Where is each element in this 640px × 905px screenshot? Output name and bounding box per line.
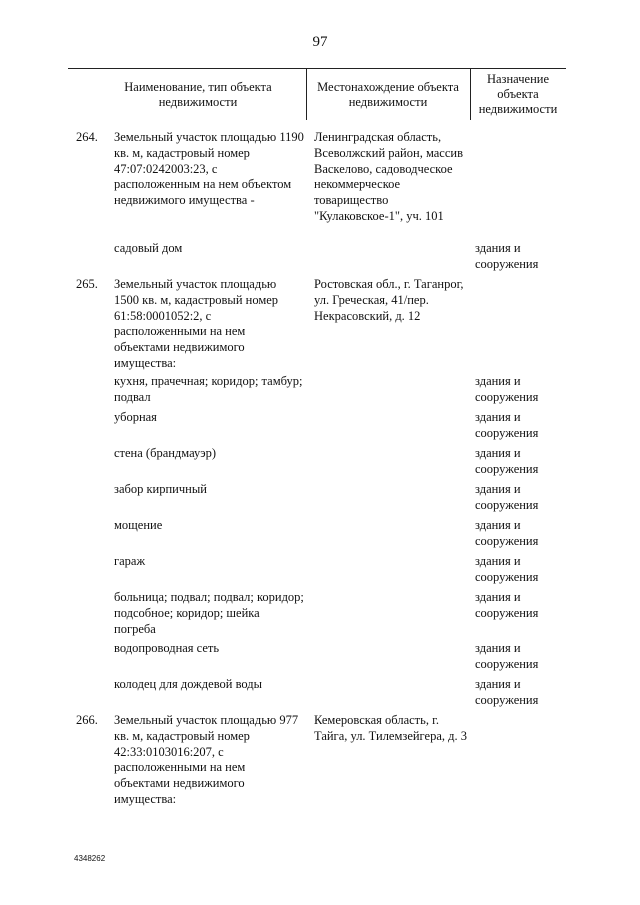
entry-name: Земельный участок площадью 1500 кв. м, кадастровый номер 61:58:0001052:2, с расположенными на нем объектами недвижимого имущества:: [114, 277, 279, 370]
entry-name: водопроводная сеть: [114, 641, 220, 655]
entry-name: колодец для дождевой воды: [114, 677, 263, 691]
document-code: 4348262: [74, 854, 106, 863]
entry-name: Земельный участок площадью 1190 кв. м, кадастровый номер 47:07:0242003:23, с расположенным на нем объектом недвижимого имущества -: [114, 130, 304, 208]
entry-purpose: здания и сооружения: [475, 554, 539, 584]
entry-purpose: здания и сооружения: [475, 590, 539, 620]
page-number: 97: [312, 34, 328, 50]
header-name: Наименование, тип объекта недвижимости: [124, 80, 272, 109]
entry-name: гараж: [114, 554, 146, 568]
entry-purpose: здания и сооружения: [475, 641, 539, 671]
entry-purpose: здания и сооружения: [475, 518, 539, 548]
entry-purpose: здания и сооружения: [475, 482, 539, 512]
entry-name: Земельный участок площадью 977 кв. м, кадастровый номер 42:33:0103016:207, с расположенными на нем объектами недвижимого имущества:: [114, 713, 299, 806]
header-purpose: Назначение объекта недвижимости: [478, 72, 558, 116]
entry-number: 264.: [76, 130, 98, 144]
entry-number: 266.: [76, 713, 98, 727]
entry-name: больница; подвал; подвал; коридор; подсобное; коридор; шейка погреба: [114, 590, 304, 636]
entry-location: Ростовская обл., г. Таганрог, ул. Греческая, 41/пер. Некрасовский, д. 12: [314, 277, 464, 323]
entry-location: Ленинградская область, Всеволжский район, массив Васкелово, садоводческое некоммерческое товарищество "Кулаковское-1", уч. 101: [314, 130, 463, 223]
entry-purpose: здания и сооружения: [475, 374, 539, 404]
entry-purpose: здания и сооружения: [475, 241, 539, 271]
entry-name: забор кирпичный: [114, 482, 207, 496]
entry-location: Кемеровская область, г. Тайга, ул. Тилемзейгера, д. 3: [314, 713, 467, 743]
table-top-rule: [68, 68, 566, 69]
entry-purpose: здания и сооружения: [475, 677, 539, 707]
entry-number: 265.: [76, 277, 98, 291]
entry-name: садовый дом: [114, 241, 183, 255]
column-divider-1: [306, 68, 307, 120]
header-location: Местонахождение объекта недвижимости: [317, 80, 459, 109]
entry-purpose: здания и сооружения: [475, 446, 539, 476]
entry-name: уборная: [114, 410, 157, 424]
entry-name: мощение: [114, 518, 163, 532]
entry-name: кухня, прачечная; коридор; тамбур; подвал: [114, 374, 303, 404]
entry-purpose: здания и сооружения: [475, 410, 539, 440]
entry-name: стена (брандмауэр): [114, 446, 217, 460]
